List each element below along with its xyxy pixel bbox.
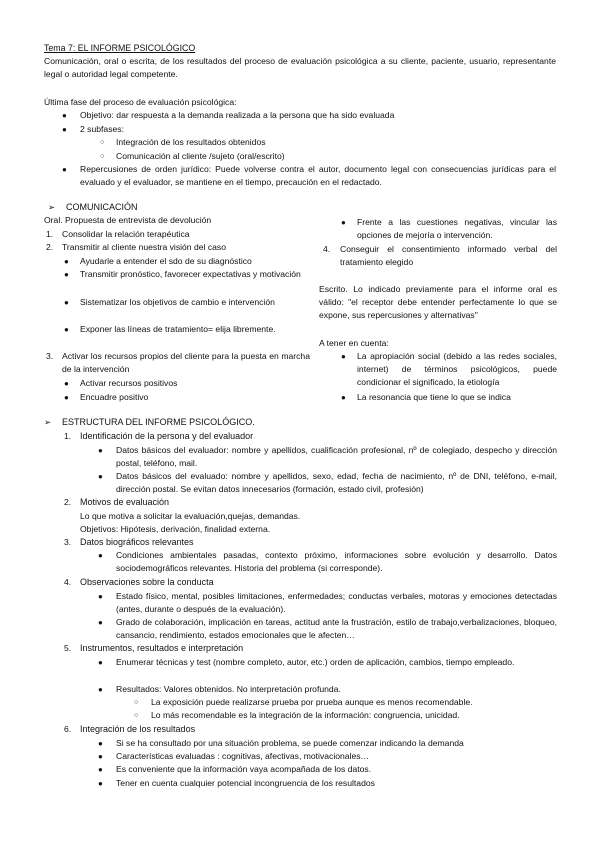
bullet-icon: ● [64, 298, 69, 307]
step-item: Consolidar la relación terapéutica [62, 229, 190, 239]
section-number: 4. [64, 577, 72, 587]
s2-line: Lo que motiva a solicitar la evaluación,quejas, demandas. [80, 511, 301, 521]
step-item: Transmitir al cliente nuestra visión del caso [62, 242, 226, 252]
subphase-item: Comunicación al cliente /sujeto (oral/escrito) [116, 151, 285, 161]
bullet-icon: ● [98, 551, 103, 560]
circle-bullet-icon: ○ [100, 153, 105, 160]
step-number: 4. [323, 244, 331, 254]
section-number: 5. [64, 643, 72, 653]
step-number: 3. [46, 351, 54, 361]
bullet-icon: ● [64, 379, 69, 388]
section-number: 2. [64, 497, 72, 507]
bullet-icon: ● [98, 592, 103, 601]
s3-item: Condiciones ambientales pasadas, contexto próximo, informaciones sobre evolución y desarrollo. Datos sociodemográficos relevantes. Historia del problema (si corresponde). [116, 550, 557, 573]
page-title: Tema 7: EL INFORME PSICOLÓGICO [44, 43, 196, 53]
step3-item: Encuadre positivo [80, 392, 149, 402]
bullet-icon: ● [62, 111, 67, 120]
bullet-icon: ● [98, 685, 103, 694]
section-number: 6. [64, 724, 72, 734]
bullet-icon: ● [98, 658, 103, 667]
tener-cuenta-label: A tener en cuenta: [319, 338, 389, 348]
section-title: Instrumentos, resultados e interpretación [80, 643, 244, 653]
step3-item: Activar recursos positivos [80, 378, 178, 388]
s1-item: Datos básicos del evaluador: nombre y apellidos, cualificación profesional, nº de colegiado, despecho y dirección postal, teléfono, mail. [116, 445, 557, 468]
phase-item-subfases: 2 subfases: [80, 124, 124, 134]
step-number: 2. [46, 242, 54, 252]
bullet-icon: ● [62, 125, 67, 134]
bullet-icon: ● [98, 446, 103, 455]
bullet-icon: ● [62, 165, 67, 174]
phase-item-repercusiones: Repercusiones de orden jurídico: Puede volverse contra el autor, documento legal con consecuencias jurídicas para el evaluado y el evaluador, se mantiene en el tiempo, precaución en el redactado. [80, 164, 556, 187]
section-heading-comunicacion: COMUNICACIÓN [66, 202, 138, 212]
step3-item: Frente a las cuestiones negativas, vincular las opciones de mejoría o intervención. [357, 217, 557, 240]
step2-item: Ayudarle a entender el sdo de su diagnóstico [80, 256, 252, 266]
bullet-icon: ● [64, 270, 69, 279]
s5-item: Enumerar técnicas y test (nombre completo, autor, etc.) orden de aplicación, cambios, tiempo empleado. [116, 657, 515, 667]
circle-bullet-icon: ○ [134, 712, 139, 719]
bullet-icon: ● [64, 325, 69, 334]
intro-paragraph: Comunicación, oral o escrita, de los resultados del proceso de evaluación psicológica a su cliente, paciente, usuario, representante legal o autoridad legal competente. [44, 56, 556, 79]
bullet-icon: ● [341, 352, 346, 361]
bullet-icon: ● [64, 393, 69, 402]
s6-item: Tener en cuenta cualquier potencial incongruencia de los resultados [116, 778, 375, 788]
bullet-icon: ● [341, 393, 346, 402]
bullet-icon: ● [98, 472, 103, 481]
section-title: Integración de los resultados [80, 724, 196, 734]
section-title: Observaciones sobre la conducta [80, 577, 214, 587]
section-title: Identificación de la persona y del evaluador [80, 431, 254, 441]
tener-item: La resonancia que tiene lo que se indica [357, 392, 511, 402]
s6-item: Si se ha consultado por una situación problema, se puede comenzar indicando la demanda [116, 738, 464, 748]
escrito-paragraph: Escrito. Lo indicado previamente para el informe oral es válido: "el receptor debe entender perfectamente lo que se expone, sus repercusiones y alternativas" [319, 284, 557, 320]
step-item: Activar los recursos propios del cliente para la puesta en marcha de la intervención [62, 351, 310, 374]
step2-item: Sistematizar los objetivos de cambio e intervención [80, 297, 275, 307]
s5-subitem: Lo más recomendable es la integración de la información: congruencia, unicidad. [151, 710, 460, 720]
bullet-icon: ● [98, 779, 103, 788]
circle-bullet-icon: ○ [134, 699, 139, 706]
arrow-bullet-icon: ➢ [48, 202, 56, 212]
s6-item: Características evaluadas : cognitivas, afectivas, motivacionales… [116, 751, 370, 761]
bullet-icon: ● [98, 739, 103, 748]
section-number: 3. [64, 537, 72, 547]
step-item: Conseguir el consentimiento informado verbal del tratamiento elegido [340, 244, 557, 267]
section-heading-estructura: ESTRUCTURA DEL INFORME PSICOLÓGICO. [62, 417, 255, 427]
section-number: 1. [64, 431, 72, 441]
subphase-item: Integración de los resultados obtenidos [116, 137, 266, 147]
tener-item: La apropiación social (debido a las redes sociales, internet) de términos psicológicos, puede condicionar el significado, la etiología [357, 351, 557, 387]
bullet-icon: ● [98, 765, 103, 774]
s5-item: Resultados: Valores obtenidos. No interpretación profunda. [116, 684, 341, 694]
s2-line: Objetivos: Hipótesis, derivación, finalidad externa. [80, 524, 271, 534]
section-title: Datos biográficos relevantes [80, 537, 194, 547]
step-number: 1. [46, 229, 54, 239]
bullet-icon: ● [341, 218, 346, 227]
step2-item: Exponer las líneas de tratamiento= elija libremente. [80, 324, 276, 334]
bullet-icon: ● [98, 618, 103, 627]
arrow-bullet-icon: ➢ [44, 417, 52, 427]
bullet-icon: ● [98, 752, 103, 761]
phase-intro: Última fase del proceso de evaluación psicológica: [44, 97, 237, 107]
s1-item: Datos básicos del evaluado: nombre y apellidos, sexo, edad, fecha de nacimiento, nº de DNI, teléfono, e-mail, dirección postal. Se evitan datos innecesarios (formación, estado civil, profesión) [116, 471, 557, 494]
bullet-icon: ● [64, 257, 69, 266]
step2-item: Transmitir pronóstico, favorecer expectativas y motivación [80, 269, 301, 279]
circle-bullet-icon: ○ [100, 139, 105, 146]
s5-subitem: La exposición puede realizarse prueba por prueba aunque es menos recomendable. [151, 697, 473, 707]
oral-intro: Oral. Propuesta de entrevista de devolución [44, 215, 212, 225]
s6-item: Es conveniente que la información vaya acompañada de los datos. [116, 764, 372, 774]
s4-item: Estado físico, mental, posibles limitaciones, enfermedades; conductas verbales, motoras y emociones detectadas (antes, durante o después de la evaluación). [116, 591, 557, 614]
s4-item: Grado de colaboración, implicación en tareas, actitud ante la frustración, estilo de trabajo,verbalizaciones, bloqueo, cansancio, rendimiento, estados emocionales que le afecten… [116, 617, 557, 640]
section-title: Motivos de evaluación [80, 497, 170, 507]
phase-item-objetivo: Objetivo: dar respuesta a la demanda realizada a la persona que ha sido evaluada [80, 110, 395, 120]
